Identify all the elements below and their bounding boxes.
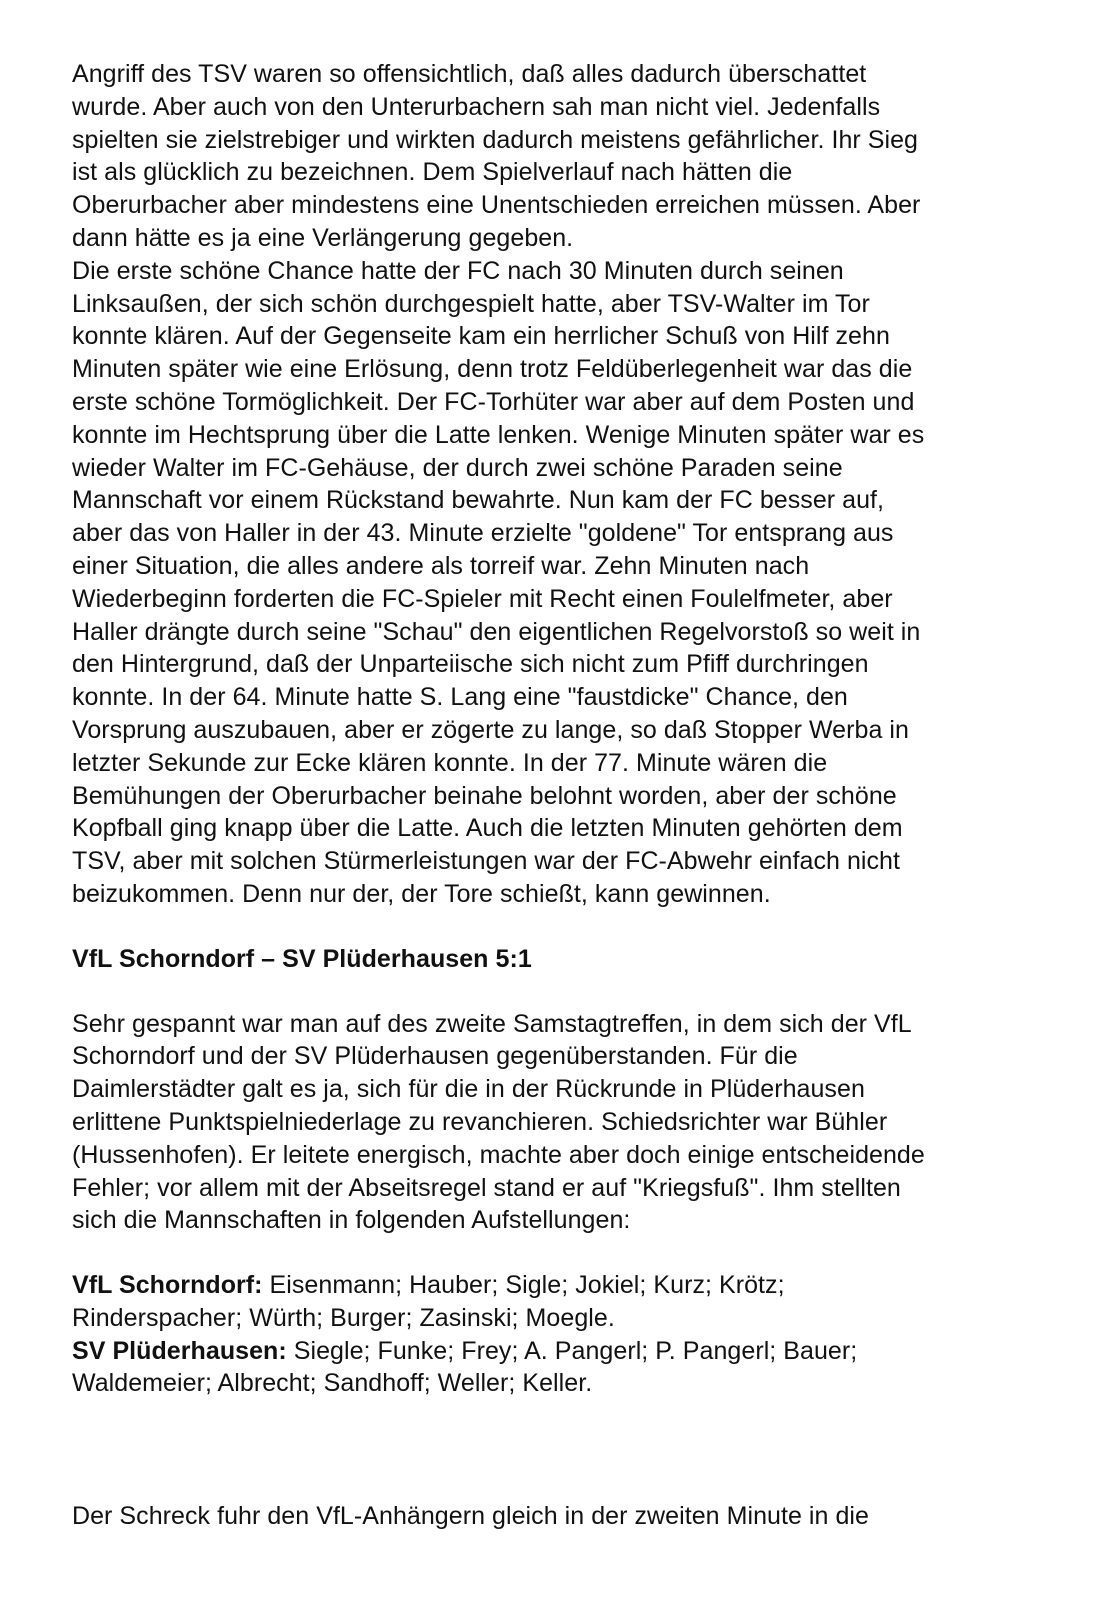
team-name: SV Plüderhausen:: [72, 1336, 287, 1365]
text-line: dann hätte es ja eine Verlängerung gegeben.: [72, 223, 574, 252]
document-page: [72, 58, 1047, 1533]
player-list: Siegle; Funke; Frey; A. Pangerl; P. Pangerl; Bauer;: [286, 1336, 858, 1365]
text-line: Mannschaft vor einem Rückstand bewahrte. Nun kam der FC besser auf,: [72, 486, 885, 515]
text-line: Angriff des TSV waren so offensichtlich, daß alles dadurch überschattet: [72, 60, 867, 88]
text-line: Daimlerstädter galt es ja, sich für die in der Rückrunde in Plüderhausen: [72, 1075, 865, 1104]
text-line: konnte. In der 64. Minute hatte S. Lang eine "faustdicke" Chance, den: [72, 683, 848, 712]
text-line: TSV, aber mit solchen Stürmerleistungen war der FC-Abwehr einfach nicht: [72, 847, 900, 876]
text-line: Vorsprung auszubauen, aber er zögerte zu lange, so daß Stopper Werba in: [72, 715, 909, 744]
text-line: Sehr gespannt war man auf des zweite Samstagtreffen, in dem sich der VfL: [72, 1009, 912, 1038]
match-heading: VfL Schorndorf – SV Plüderhausen 5:1: [72, 944, 532, 973]
text-line: den Hintergrund, daß der Unparteiische sich nicht zum Pfiff durchringen: [72, 650, 869, 679]
text-line: erste schöne Tormöglichkeit. Der FC-Torhüter war aber auf dem Posten und: [72, 387, 915, 416]
text-line: Fehler; vor allem mit der Abseitsregel stand er auf "Kriegsfuß". Ihm stellten: [72, 1173, 901, 1202]
text-line: Schorndorf und der SV Plüderhausen gegenüberstanden. Für die: [72, 1042, 798, 1071]
text-line: einer Situation, die alles andere als torreif war. Zehn Minuten nach: [72, 551, 810, 580]
text-line: erlittene Punktspielniederlage zu revanchieren. Schiedsrichter war Bühler: [72, 1107, 888, 1136]
spacer: [72, 976, 1047, 1008]
text-line: letzter Sekunde zur Ecke klären konnte. In der 77. Minute wären die: [72, 748, 828, 777]
text-line: (Hussenhofen). Er leitete energisch, machte aber doch einige entscheidende: [72, 1140, 925, 1169]
team-name: VfL Schorndorf:: [72, 1271, 263, 1300]
text-line: konnte im Hechtsprung über die Latte lenken. Wenige Minuten später war es: [72, 420, 925, 449]
text-line: Minuten später wie eine Erlösung, denn trotz Feldüberlegenheit war das die: [72, 355, 913, 384]
continuation-line: Der Schreck fuhr den VfL-Anhängern gleich in der zweiten Minute in die: [72, 1502, 869, 1531]
team-lineups: [72, 1269, 1047, 1400]
match-intro-paragraph: [72, 1008, 1047, 1238]
lineup-line: [72, 1269, 1047, 1302]
player-list: Eisenmann; Hauber; Sigle; Jokiel; Kurz; Krötz;: [262, 1271, 785, 1300]
text-line: wieder Walter im FC-Gehäuse, der durch zwei schöne Paraden seine: [72, 453, 843, 482]
text-line: spielten sie zielstrebiger und wirkten dadurch meistens gefährlicher. Ihr Sieg: [72, 125, 919, 154]
lineup-line: [72, 1335, 1047, 1368]
text-line: beizukommen. Denn nur der, der Tore schießt, kann gewinnen.: [72, 879, 771, 908]
spacer: [72, 1400, 1047, 1500]
spacer: [72, 1237, 1047, 1269]
text-line: konnte klären. Auf der Gegenseite kam ein herrlicher Schuß von Hilf zehn: [72, 322, 890, 351]
lineup-line: Rinderspacher; Würth; Burger; Zasinski; Moegle.: [72, 1303, 615, 1332]
text-line: aber das von Haller in der 43. Minute erzielte "goldene" Tor entsprang aus: [72, 519, 894, 548]
match-report-paragraph: [72, 58, 1047, 911]
text-line: Oberurbacher aber mindestens eine Unentschieden erreichen müssen. Aber: [72, 191, 921, 220]
text-line: Kopfball ging knapp über die Latte. Auch die letzten Minuten gehörten dem: [72, 814, 903, 843]
text-line: Wiederbeginn forderten die FC-Spieler mit Recht einen Foulelfmeter, aber: [72, 584, 893, 613]
text-line: Bemühungen der Oberurbacher beinahe belohnt worden, aber der schöne: [72, 781, 897, 810]
text-line: Die erste schöne Chance hatte der FC nach 30 Minuten durch seinen: [72, 256, 844, 285]
text-line: ist als glücklich zu bezeichnen. Dem Spielverlauf nach hätten die: [72, 158, 793, 187]
spacer: [72, 911, 1047, 943]
lineup-line: Waldemeier; Albrecht; Sandhoff; Weller; Keller.: [72, 1369, 593, 1398]
text-line: wurde. Aber auch von den Unterurbachern sah man nicht viel. Jedenfalls: [72, 92, 881, 121]
text-line: Haller drängte durch seine "Schau" den eigentlichen Regelvorstoß so weit in: [72, 617, 921, 646]
text-line: sich die Mannschaften in folgenden Aufstellungen:: [72, 1206, 631, 1235]
text-line: Linksaußen, der sich schön durchgespielt hatte, aber TSV-Walter im Tor: [72, 289, 870, 318]
